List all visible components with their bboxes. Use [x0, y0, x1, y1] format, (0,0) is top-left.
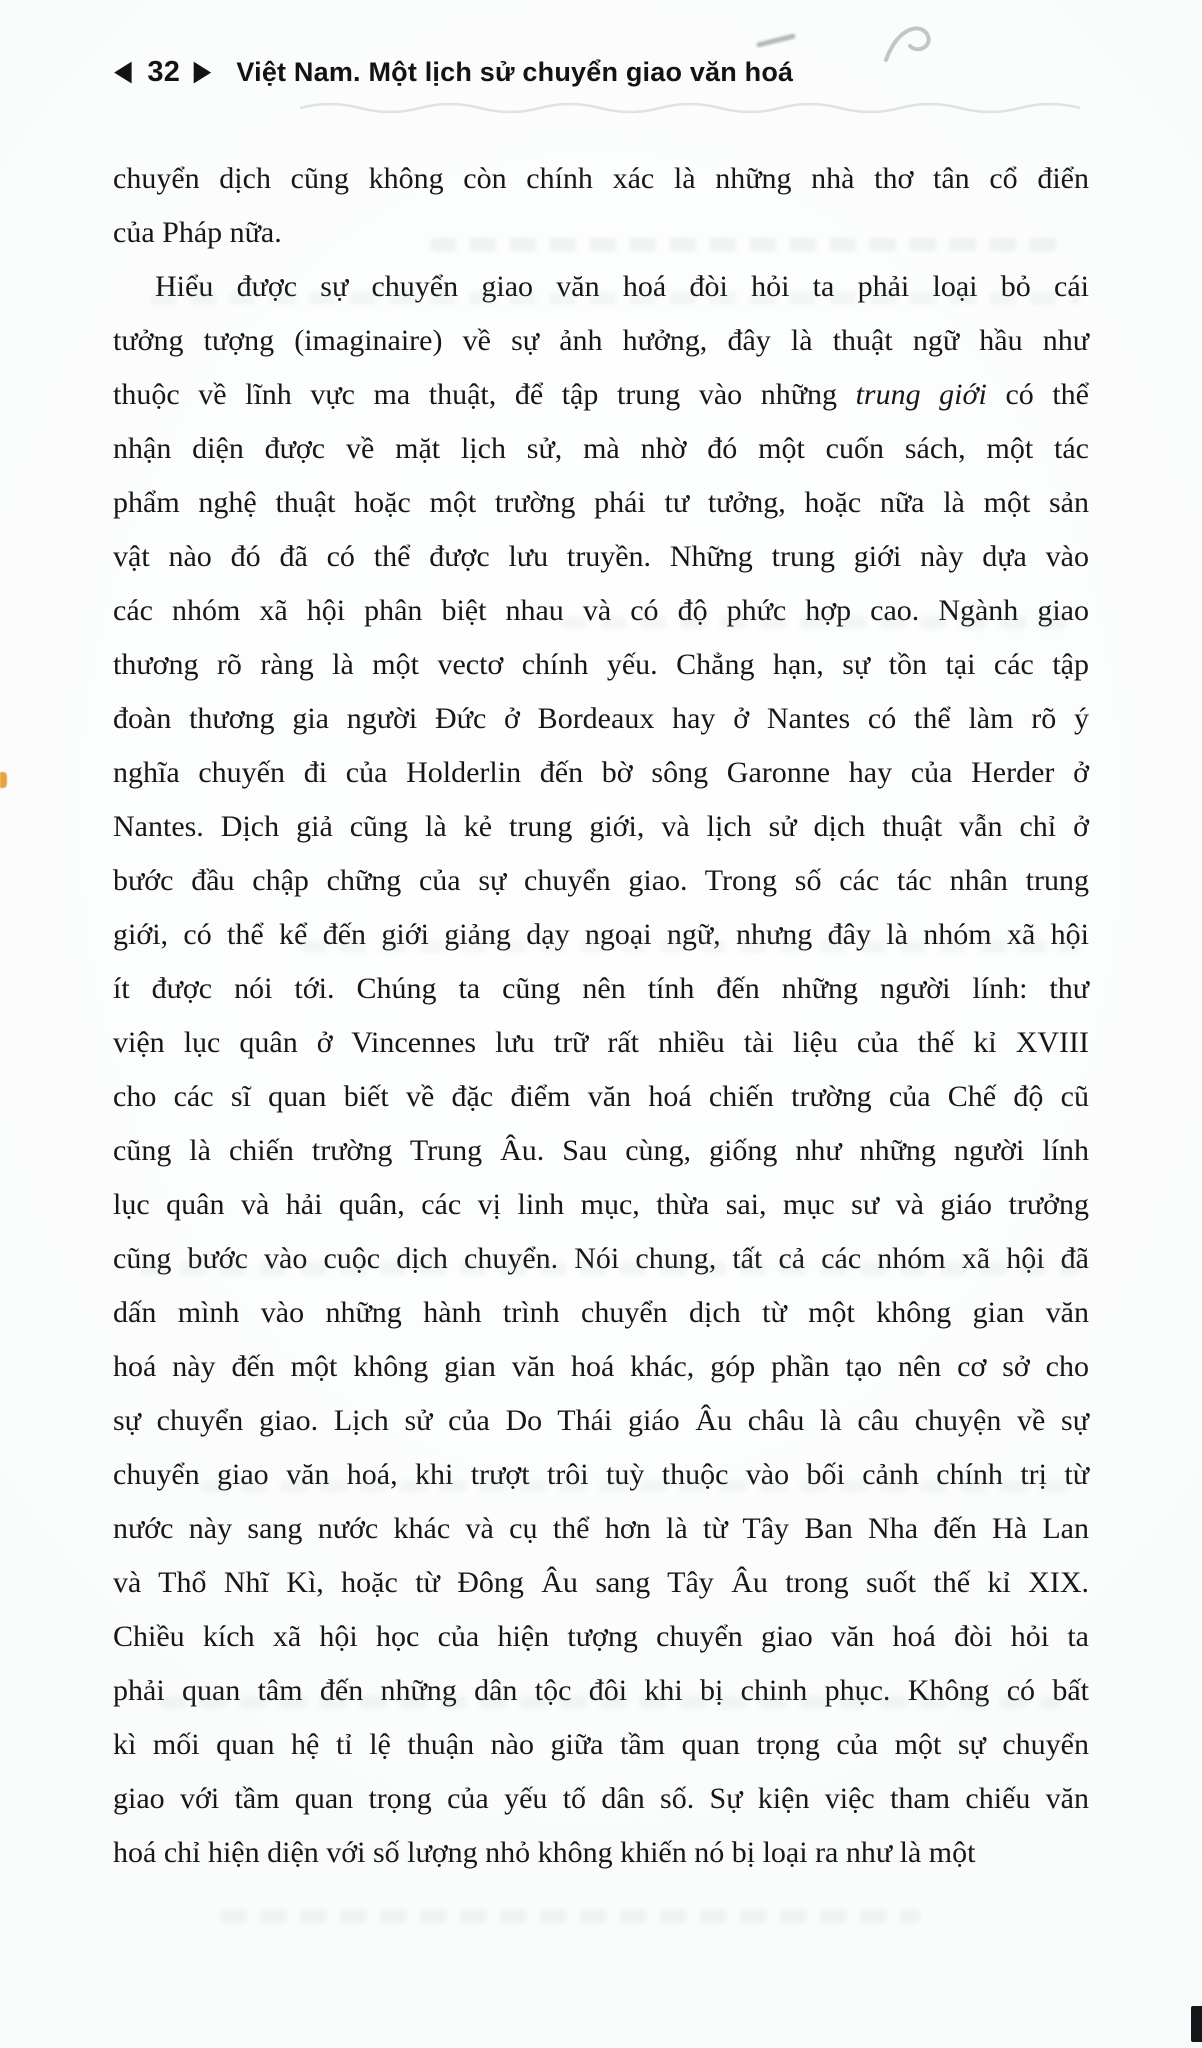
page-edge-mark: [1191, 2006, 1202, 2042]
body-line: vật nào đó đã có thể được lưu truyền. Những trung giới này dựa vào: [113, 540, 1089, 573]
body-line: đoàn thương gia người Đức ở Bordeaux hay ở Nantes có thể làm rõ ý: [113, 702, 1089, 735]
bleed-through-line: [220, 1910, 920, 1923]
body-line: thương rõ ràng là một vectơ chính yếu. Chẳng hạn, sự tồn tại các tập: [113, 648, 1089, 681]
scan-smudge: [878, 16, 938, 72]
scan-smudge: [756, 33, 796, 48]
body-line-segment: thuộc về lĩnh vực ma thuật, để tập trung vào những: [113, 378, 856, 411]
body-line: cũng là chiến trường Trung Âu. Sau cùng, giống như những người lính: [113, 1134, 1089, 1167]
body-line: của Pháp nữa.: [113, 216, 282, 249]
body-line: sự chuyển giao. Lịch sử của Do Thái giáo Âu châu là câu chuyện về sự: [113, 1404, 1089, 1437]
left-triangle-icon: ◀: [115, 57, 132, 86]
body-line: Hiểu được sự chuyển giao văn hoá đòi hỏi ta phải loại bỏ cái: [155, 270, 1089, 303]
body-line: chuyển dịch cũng không còn chính xác là những nhà thơ tân cổ điển: [113, 162, 1089, 195]
body-line: phải quan tâm đến những dân tộc đôi khi bị chinh phục. Không có bất: [113, 1674, 1089, 1707]
body-text: [113, 152, 1089, 1880]
body-line: hoá chỉ hiện diện với số lượng nhỏ không khiến nó bị loại ra như là một: [113, 1836, 976, 1869]
right-triangle-icon: ▶: [194, 57, 211, 86]
body-line: giới, có thể kể đến giới giảng dạy ngoại ngữ, nhưng đây là nhóm xã hội: [113, 918, 1089, 951]
body-line: viện lục quân ở Vincennes lưu trữ rất nhiều tài liệu của thế kỉ XVIII: [113, 1026, 1089, 1059]
body-line: kì mối quan hệ tỉ lệ thuận nào giữa tầm quan trọng của một sự chuyển: [113, 1728, 1089, 1761]
body-line: nước này sang nước khác và cụ thể hơn là từ Tây Ban Nha đến Hà Lan: [113, 1512, 1089, 1545]
body-line: hoá này đến một không gian văn hoá khác, góp phần tạo nên cơ sở cho: [113, 1350, 1089, 1383]
body-line: nhận diện được về mặt lịch sử, mà nhờ đó một cuốn sách, một tác: [113, 432, 1089, 465]
paragraph-1: [113, 152, 1089, 260]
body-line: chuyển giao văn hoá, khi trượt trôi tuỳ thuộc vào bối cảnh chính trị từ: [113, 1458, 1089, 1491]
body-line: ít được nói tới. Chúng ta cũng nên tính đến những người lính: thư: [113, 972, 1089, 1005]
body-line: phẩm nghệ thuật hoặc một trường phái tư tưởng, hoặc nữa là một sản: [113, 486, 1089, 519]
body-line: Nantes. Dịch giả cũng là kẻ trung giới, và lịch sử dịch thuật vẫn chỉ ở: [113, 810, 1089, 843]
body-line: các nhóm xã hội phân biệt nhau và có độ phức hợp cao. Ngành giao: [113, 594, 1089, 627]
body-line: dấn mình vào những hành trình chuyển dịch từ một không gian văn: [113, 1296, 1089, 1329]
scan-smudge: [300, 100, 1080, 116]
body-line: giao với tầm quan trọng của yếu tố dân số. Sự kiện việc tham chiếu văn: [113, 1782, 1089, 1815]
body-line: và Thổ Nhĩ Kì, hoặc từ Đông Âu sang Tây Âu trong suốt thế kỉ XIX.: [113, 1566, 1089, 1599]
body-line: bước đầu chập chững của sự chuyển giao. Trong số các tác nhân trung: [113, 864, 1089, 897]
body-line: [113, 368, 1089, 422]
body-line: lục quân và hải quân, các vị linh mục, thừa sai, mục sư và giáo trưởng: [113, 1188, 1089, 1221]
body-line: nghĩa chuyến đi của Holderlin đến bờ sông Garonne hay của Herder ở: [113, 756, 1089, 789]
body-line: Chiều kích xã hội học của hiện tượng chuyển giao văn hoá đòi hỏi ta: [113, 1620, 1089, 1653]
italic-term: trung giới: [855, 378, 987, 411]
paragraph-2: [113, 260, 1089, 1880]
page-number: 32: [147, 56, 181, 88]
running-title: Việt Nam. Một lịch sử chuyển giao văn hoá: [236, 57, 794, 87]
body-line-segment: có thể: [986, 378, 1089, 411]
body-line: tưởng tượng (imaginaire) về sự ảnh hưởng, đây là thuật ngữ hầu như: [113, 324, 1089, 357]
page-edge-mark: [0, 772, 7, 788]
body-line: cũng bước vào cuộc dịch chuyển. Nói chung, tất cả các nhóm xã hội đã: [113, 1242, 1089, 1275]
body-line: cho các sĩ quan biết về đặc điểm văn hoá chiến trường của Chế độ cũ: [113, 1080, 1089, 1113]
